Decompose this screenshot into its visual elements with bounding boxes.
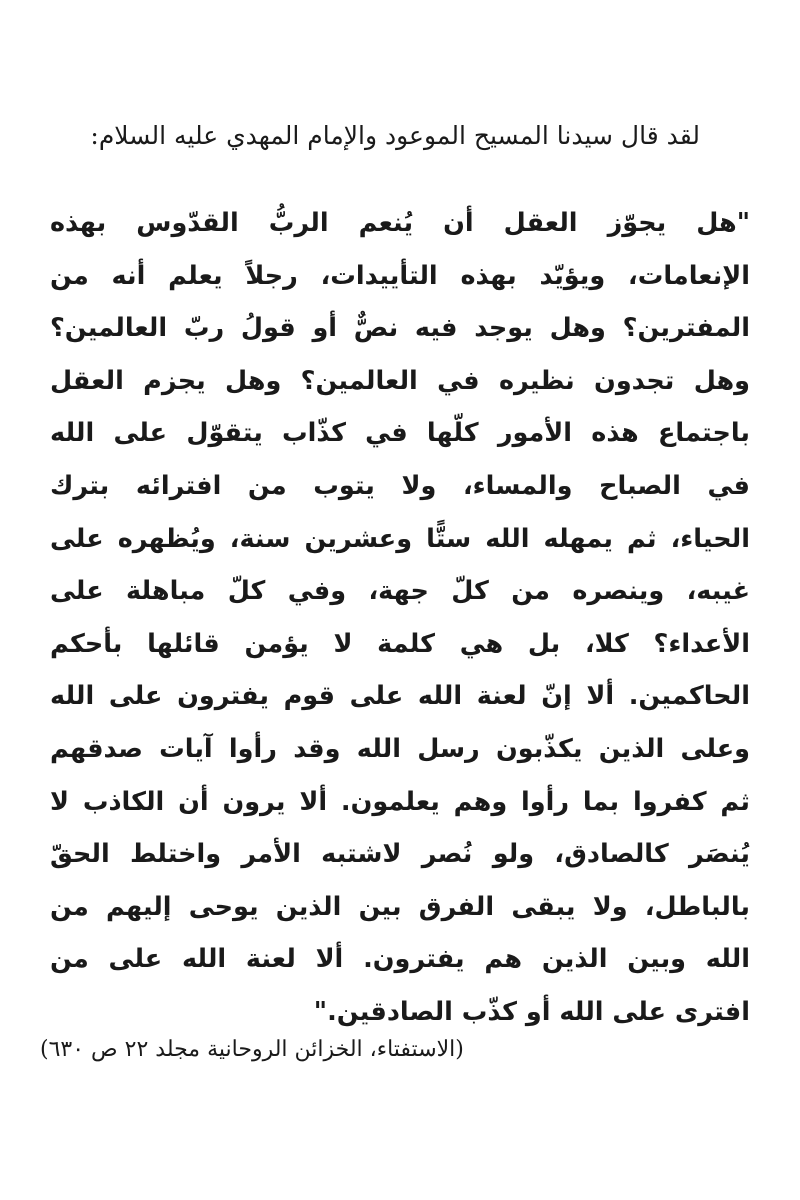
quote-line: ثم كفروا بما رأوا وهم يعلمون. ألا يرون أن الكاذب لا bbox=[50, 786, 750, 817]
quote-line: في الصباح والمساء، ولا يتوب من افترائه بترك bbox=[50, 470, 750, 501]
quote-line: بالباطل، ولا يبقى الفرق بين الذين يوحى إليهم من bbox=[50, 891, 750, 922]
quote-line: الإنعامات، ويؤيّد بهذه التأييدات، رجلاً يعلم أنه من bbox=[50, 260, 750, 291]
quote-line: الأعداء؟ كلا، بل هي كلمة لا يؤمن قائلها بأحكم bbox=[50, 628, 750, 659]
intro-line: لقد قال سيدنا المسيح الموعود والإمام المهدي عليه السلام: bbox=[90, 121, 700, 150]
quote-line: افترى على الله أو كذّب الصادقين." bbox=[313, 996, 750, 1027]
quote-line: الحياء، ثم يمهله الله ستًّا وعشرين سنة، ويُظهره على bbox=[50, 523, 750, 554]
quote-line: "هل يجوّز العقل أن يُنعم الربُّ القدّوس بهذه bbox=[50, 208, 750, 238]
citation-container bbox=[40, 1028, 760, 1072]
quote-line: الحاكمين. ألا إنّ لعنة الله على قوم يفترون على الله bbox=[50, 681, 750, 712]
quote-block bbox=[50, 197, 750, 1039]
quote-line: المفترين؟ وهل يوجد فيه نصٌّ أو قولُ ربّ العالمين؟ bbox=[50, 313, 750, 344]
quote-line: غيبه، وينصره من كلّ جهة، وفي كلّ مباهلة على bbox=[50, 576, 750, 607]
quote-line: وهل تجدون نظيره في العالمين؟ وهل يجزم العقل bbox=[50, 365, 750, 396]
quote-line: يُنصَر كالصادق، ولو نُصر لاشتبه الأمر واختلط الحقّ bbox=[50, 839, 750, 870]
quote-line: الله وبين الذين هم يفترون. ألا لعنة الله على من bbox=[50, 944, 750, 975]
citation: (الاستفتاء، الخزائن الروحانية مجلد ٢٢ ص ٦٣٠) bbox=[40, 1037, 464, 1062]
quote-line: باجتماع هذه الأمور كلّها في كذّاب يتقوّل على الله bbox=[50, 418, 750, 449]
quote-line: وعلى الذين يكذّبون رسل الله وقد رأوا آيات صدقهم bbox=[50, 733, 750, 764]
